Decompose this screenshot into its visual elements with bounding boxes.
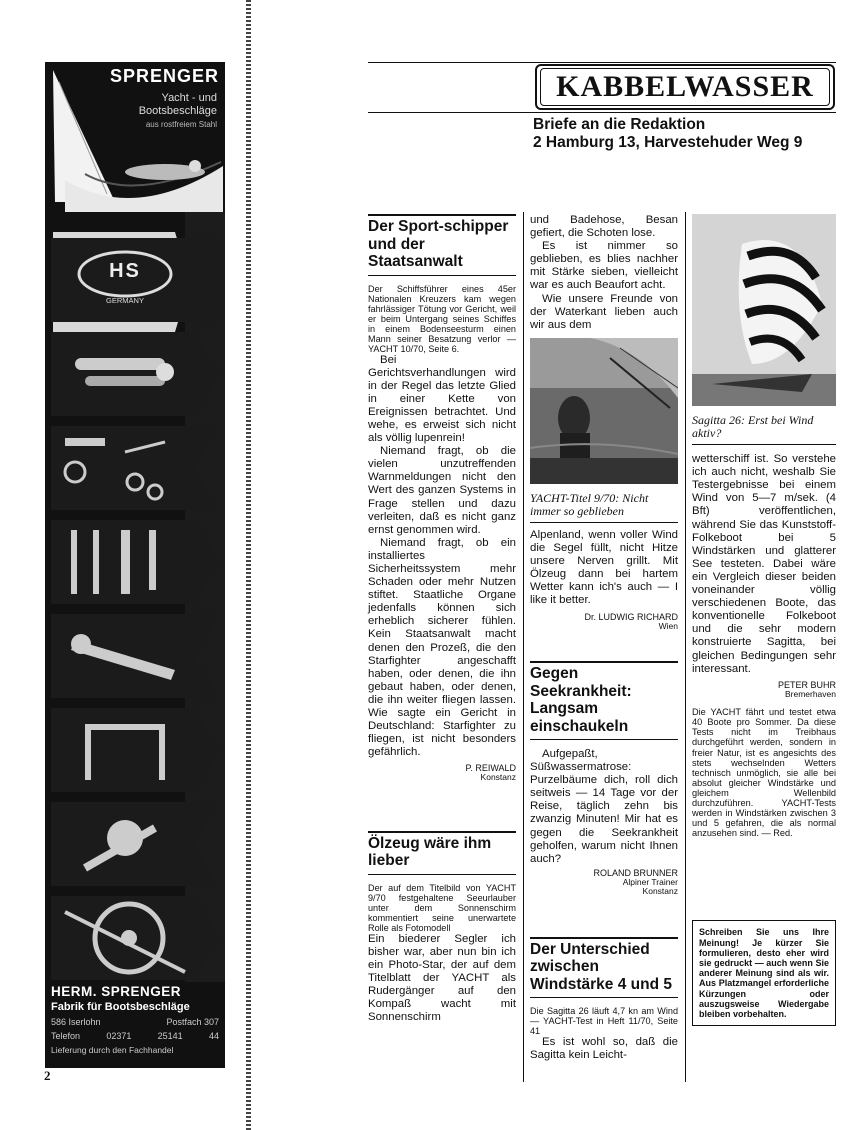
letters-policy-box: Schreiben Sie uns Ihre Meinung! Je kürzer Sie formulieren, desto eher wird sie gedruckt — auch wenn Sie anderer Meinung sind als wir. Aus Platzmangel erforderliche Kürzungen oder auszugsweise Wiedergabe bleiben vorbehalten. xyxy=(692,920,836,1026)
hs-logo-text: HS xyxy=(109,260,141,282)
winch-panel xyxy=(45,892,225,984)
paragraph: Es ist wohl so, daß die Sagitta kein Leicht- xyxy=(530,1036,678,1062)
signature-name: PETER BUHR xyxy=(777,679,836,690)
caption-sagitta: Sagitta 26: Erst bei Wind aktiv? xyxy=(692,413,814,441)
masthead-line1: Briefe an die Redaktion xyxy=(533,116,706,133)
paragraph: Niemand fragt, ob ein installiertes Sicherheitssystem mehr Schaden oder mehr Nutzen stiftet. Staatliche Organe jedenfalls können sich erheblich sicherer fühlen. Kein Staatsanwalt macht denen den Prozeß, die den Starfighter angeschafft haben, oder denen, die ihn gebaut haben, oder denen, die ihn weiter fliegen lassen. Wie sagte ein Gericht in Deutschland: Starfighter zu fliegen, ist nicht besonders gefährlich. xyxy=(368,536,516,759)
masthead-bottom-rule xyxy=(368,112,836,113)
page-number: 2 xyxy=(44,1068,51,1083)
headline-seekrankheit: Gegen Seekrankheit: Langsam einschaukeln xyxy=(530,661,678,740)
masthead-line2: 2 Hamburg 13, Harvestehuder Weg 9 xyxy=(533,134,803,151)
lead-unterschied: Die Sagitta 26 läuft 4,7 kn am Wind — YACHT-Test in Heft 11/70, Seite 41 xyxy=(530,1006,678,1037)
binding-gutter xyxy=(246,0,251,1130)
column-3 xyxy=(692,214,836,1026)
signature-name: P. REIWALD xyxy=(465,763,516,774)
paragraph: Aufgepaßt, Süßwassermatrose: Purzelbäume dich, roll dich seitweis — 14 Tage vor der Reise, täglich zehn bis zwanzig Minuten! Mir hat es gegen die Seekrankheit geholfen, warum nicht Ihnen auch? xyxy=(530,748,678,865)
ad-subtitle xyxy=(139,92,217,118)
headline-unterschied: Der Unterschied zwischen Windstärke 4 und 5 xyxy=(530,937,678,999)
sprenger-advertisement xyxy=(45,62,225,1068)
signature-title: Alpiner Trainer xyxy=(622,876,678,887)
column-2 xyxy=(530,214,678,1063)
signature-name: ROLAND BRUNNER xyxy=(593,867,678,878)
kabbelwasser-logo xyxy=(535,64,835,110)
paragraph: wetterschiff ist. So verstehe ich auch nicht, weshalb Sie Testergebnisse bei einem Wind von 5—7 m/sek. (4 Bft) veröffentlichen, während Sie das Kunststoff-Folkeboot bei 5 Windstärken und glatterer See testeten. Dabei wäre ein Vergleich dieser beiden voneinander völlig verschiedenen Boote, das konventionelle Folkeboot und die sehr modern konstruierte Sagitta, bei gleichen Bedingungen sehr interessant. xyxy=(692,453,836,675)
ad-footer-phone xyxy=(51,1031,219,1041)
caption-rule xyxy=(692,444,836,445)
logo-text: KABBELWASSER xyxy=(540,68,830,106)
signature-city: Konstanz xyxy=(642,886,678,897)
yacht-cover-photo xyxy=(530,338,678,484)
editor-note: Die YACHT fährt und testet etwa 40 Boote pro Sommer. Da diese Tests nicht im Treibhaus durchgeführt werden, sondern in freier Natur, ist es angesichts des stets wechselnden Wetters technisch unmöglich, sie alle bei absolut gleicher Windstärke und gleichem Wellenbild durchzuführen. YACHT-Tests werden in Windstärken zwischen 3 und 5 gefahren, die als normal anzusehen sind. — Red. xyxy=(692,707,836,839)
caption-yacht-titel: YACHT-Titel 9/70: Nicht immer so geblieben xyxy=(530,490,649,518)
ad-brand: SPRENGER xyxy=(109,66,219,86)
block-panel xyxy=(45,798,225,890)
signature-city: Bremerhaven xyxy=(784,688,836,699)
signature-name: Dr. LUDWIG RICHARD xyxy=(584,611,678,622)
ad-subtitle-line2: Bootsbeschläge xyxy=(138,105,217,117)
paragraph: und Badehose, Besan gefiert, die Schoten lose. xyxy=(530,214,678,240)
ad-footer-pobox: Postfach 307 xyxy=(166,1017,219,1027)
fittings-panel xyxy=(45,422,225,514)
ad-footer xyxy=(45,984,225,1055)
screws-panel xyxy=(45,516,225,608)
wrench-panel xyxy=(45,610,225,702)
paragraph: Wie unsere Freunde von der Waterkant lieben auch wir aus dem xyxy=(530,292,678,331)
ad-footer-factory: Fabrik für Bootsbeschläge xyxy=(51,1001,190,1013)
caption-rule xyxy=(530,522,678,523)
hs-logo-panel xyxy=(45,234,225,326)
column-divider-1 xyxy=(523,212,524,1082)
ad-subtitle-line1: Yacht - und xyxy=(161,92,217,104)
hs-logo-country: GERMANY xyxy=(106,296,144,305)
ad-header xyxy=(45,62,225,212)
paragraph: Bei Gerichtsverhandlungen wird in der Regel das letzte Glied in einer Kette von Ereignissen betrachtet. Und wehe, es erweist sich nicht als völlig lupenrein! xyxy=(368,353,516,445)
ad-footer-phone-label: Telefon xyxy=(51,1031,81,1041)
hinge-panel xyxy=(45,328,225,420)
headline-oelzeug: Ölzeug wäre ihm lieber xyxy=(368,831,516,875)
ad-footer-name: HERM. SPRENGER xyxy=(51,984,182,999)
paragraph: Es ist nimmer so geblieben, es blies nachher mit Stärke sieben, vielleicht war es auch Beaufort acht. xyxy=(530,240,678,292)
ad-footer-delivery: Lieferung durch den Fachhandel xyxy=(51,1045,174,1055)
paragraph: Ein biederer Segler ich bisher war, aber nun bin ich ein Photo-Star, der auf dem Titelblatt der YACHT als Rudergänger auf den Kompaß wacht mit Sonnenschirm xyxy=(368,932,516,1024)
paragraph: Alpenland, wenn voller Wind die Segel füllt, nicht Hitze unsere Nerven grillt. Mit Ölzeug dann bei hartem Wetter kann ich's auch — I like it better. xyxy=(530,528,678,607)
ad-material: aus rostfreiem Stahl xyxy=(145,120,217,129)
lead-sportschipper: Der Schiffsführer eines 45er Nationalen Kreuzers kam wegen fahrlässiger Tötung vor Gericht, weil er beim Untergang seines Schiffes in einem Bodenseesturm einen Mann seiner Besatzung verlor — YACHT 10/70, Seite 6. xyxy=(368,283,516,354)
column-1 xyxy=(368,214,516,1025)
signature-city: Konstanz xyxy=(480,772,516,783)
ad-footer-city: 586 Iserlohn xyxy=(51,1017,101,1027)
column-divider-2 xyxy=(685,212,686,1082)
ad-footer-phone-area: 02371 xyxy=(106,1031,132,1041)
bracket-panel xyxy=(45,704,225,796)
sagitta-photo xyxy=(692,214,836,406)
signature-city: Wien xyxy=(658,620,678,631)
ad-footer-address xyxy=(51,1017,219,1027)
ad-footer-phone-ext: 44 xyxy=(208,1031,219,1041)
ad-footer-phone-num: 25141 xyxy=(157,1031,183,1041)
paragraph: Niemand fragt, ob die vielen unzutreffenden Warnmeldungen nicht den Wert des ganzen Systems in Frage stellen und dazu verleiten, daß es nicht ganz ernst genommen wird. xyxy=(368,445,516,536)
headline-sportschipper: Der Sport-schipper und der Staatsanwalt xyxy=(368,214,516,276)
masthead-address xyxy=(533,116,802,152)
masthead-top-rule xyxy=(368,62,836,63)
lead-oelzeug: Der auf dem Titelbild von YACHT 9/70 festgehaltene Seeurlauber unter dem Sonnenschirm kommentiert seine unerwartete Rolle als Fotomodell xyxy=(368,882,516,933)
